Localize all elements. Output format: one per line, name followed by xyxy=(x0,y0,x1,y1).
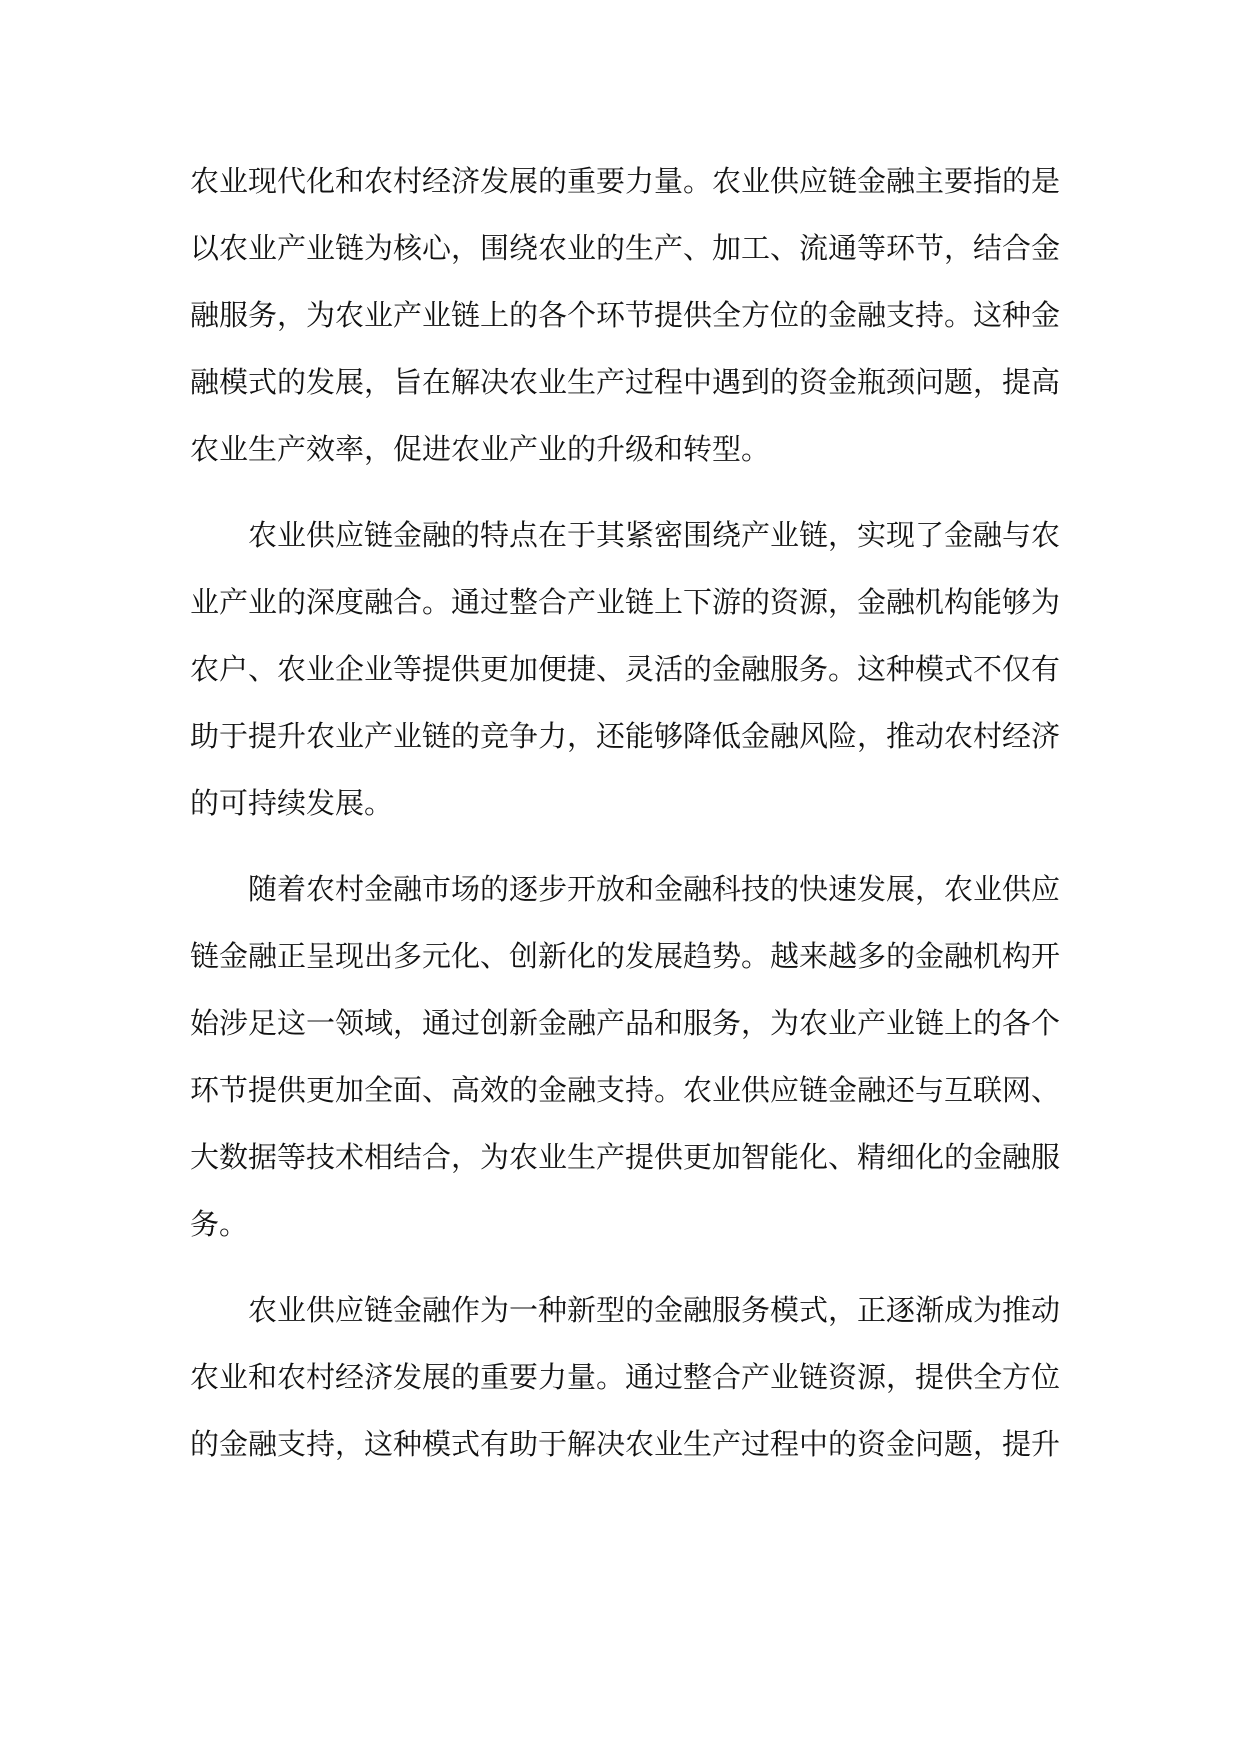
text-line: 以农业产业链为核心，围绕农业的生产、加工、流通等环节，结合金 xyxy=(190,231,1061,265)
text-line: 助于提升农业产业链的竞争力，还能够降低金融风险，推动农村经济 xyxy=(190,719,1061,753)
text-line: 农户、农业企业等提供更加便捷、灵活的金融服务。这种模式不仅有 xyxy=(190,652,1061,686)
text-line: 农业生产效率，促进农业产业的升级和转型。 xyxy=(190,432,771,466)
text-line: 务。 xyxy=(190,1207,249,1241)
body-text xyxy=(190,148,1060,1478)
text-line: 农业供应链金融作为一种新型的金融服务模式，正逐渐成为推动 xyxy=(248,1293,1061,1327)
paragraph-spacing xyxy=(190,483,1060,502)
text-line: 随着农村金融市场的逐步开放和金融科技的快速发展，农业供应 xyxy=(248,872,1061,906)
text-line: 农业供应链金融的特点在于其紧密围绕产业链，实现了金融与农 xyxy=(248,518,1061,552)
paragraph-3 xyxy=(190,856,1060,1258)
text-line: 大数据等技术相结合，为农业生产提供更加智能化、精细化的金融服 xyxy=(190,1140,1061,1174)
text-line: 农业现代化和农村经济发展的重要力量。农业供应链金融主要指的是 xyxy=(190,164,1061,198)
paragraph-spacing xyxy=(190,837,1060,856)
paragraph-2 xyxy=(190,502,1060,837)
text-line: 环节提供更加全面、高效的金融支持。农业供应链金融还与互联网、 xyxy=(190,1073,1061,1107)
paragraph-4 xyxy=(190,1277,1060,1478)
paragraph-1 xyxy=(190,148,1060,483)
paragraph-spacing xyxy=(190,1258,1060,1277)
text-line: 融模式的发展，旨在解决农业生产过程中遇到的资金瓶颈问题，提高 xyxy=(190,365,1061,399)
text-line: 始涉足这一领域，通过创新金融产品和服务，为农业产业链上的各个 xyxy=(190,1006,1061,1040)
text-line: 的金融支持，这种模式有助于解决农业生产过程中的资金问题，提升 xyxy=(190,1427,1061,1461)
text-line: 的可持续发展。 xyxy=(190,786,394,820)
text-line: 业产业的深度融合。通过整合产业链上下游的资源，金融机构能够为 xyxy=(190,585,1061,619)
text-line: 链金融正呈现出多元化、创新化的发展趋势。越来越多的金融机构开 xyxy=(190,939,1061,973)
text-line: 融服务，为农业产业链上的各个环节提供全方位的金融支持。这种金 xyxy=(190,298,1061,332)
text-line: 农业和农村经济发展的重要力量。通过整合产业链资源，提供全方位 xyxy=(190,1360,1061,1394)
